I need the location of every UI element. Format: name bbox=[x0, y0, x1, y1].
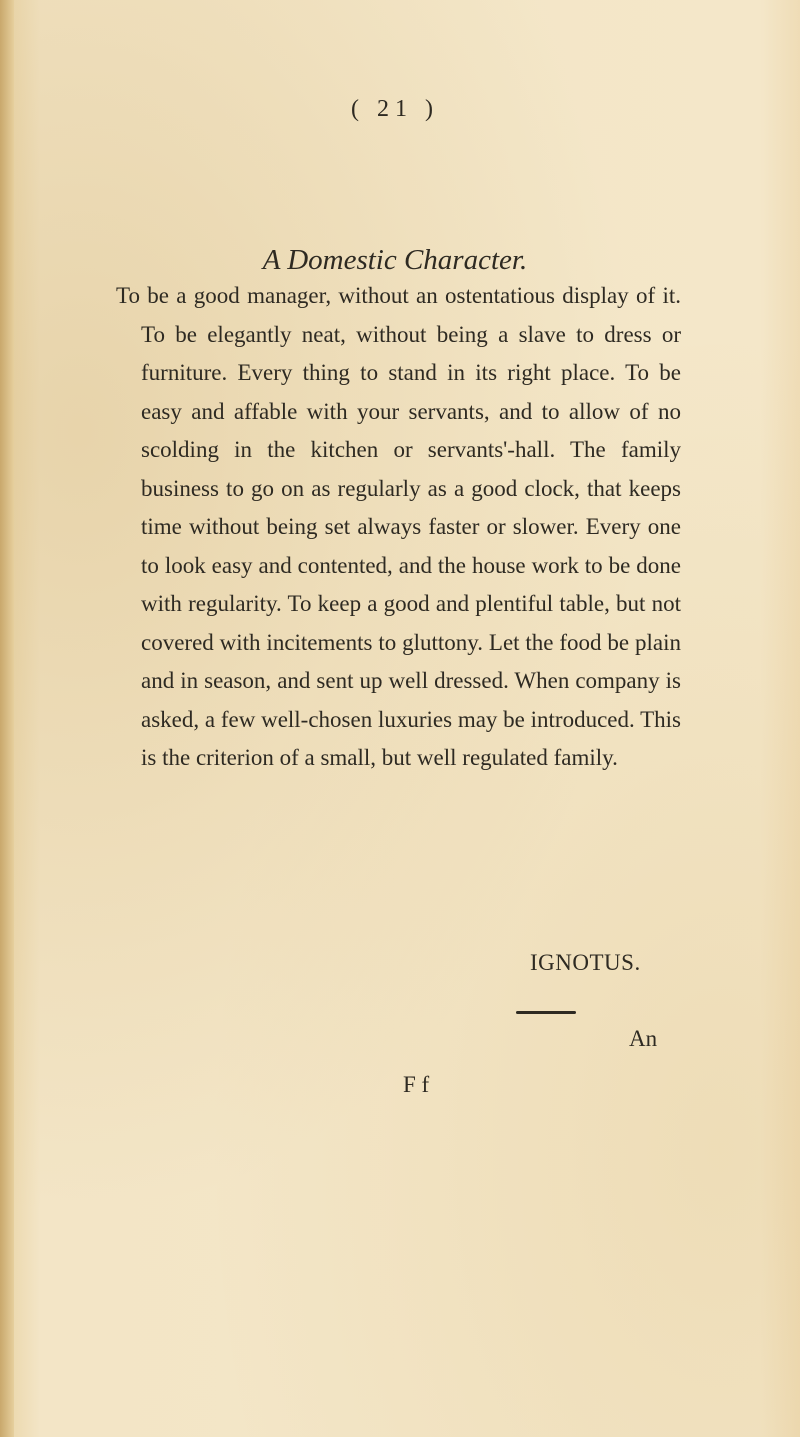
catchword: An bbox=[629, 1026, 658, 1051]
article-title: A Domestic Character. bbox=[262, 244, 528, 276]
page-number: ( 21 ) bbox=[351, 96, 439, 122]
section-divider bbox=[516, 1011, 576, 1014]
author-signature: IGNOTUS. bbox=[530, 950, 641, 975]
page-gutter bbox=[0, 0, 14, 1437]
article-body: To be a good manager, without an ostentatious display of it. To be elegantly neat, without being a slave to dress or furniture. Every thing to stand in its right place. To be easy and affable with your servants, and to allow of no scolding in the kitchen or servants'-hall. The family business to go on as regularly as a good clock, that keeps time without being set always faster or slower. Every one to look easy and contented, and the house work to be done with regularity. To keep a good and plentiful table, but not covered with incitements to gluttony. Let the food be plain and in season, and sent up well dressed. When company is asked, a few well-chosen luxuries may be introduced. This is the criterion of a small, but well regulated family. bbox=[116, 283, 681, 770]
printer-signature-mark: F f bbox=[403, 1072, 430, 1097]
